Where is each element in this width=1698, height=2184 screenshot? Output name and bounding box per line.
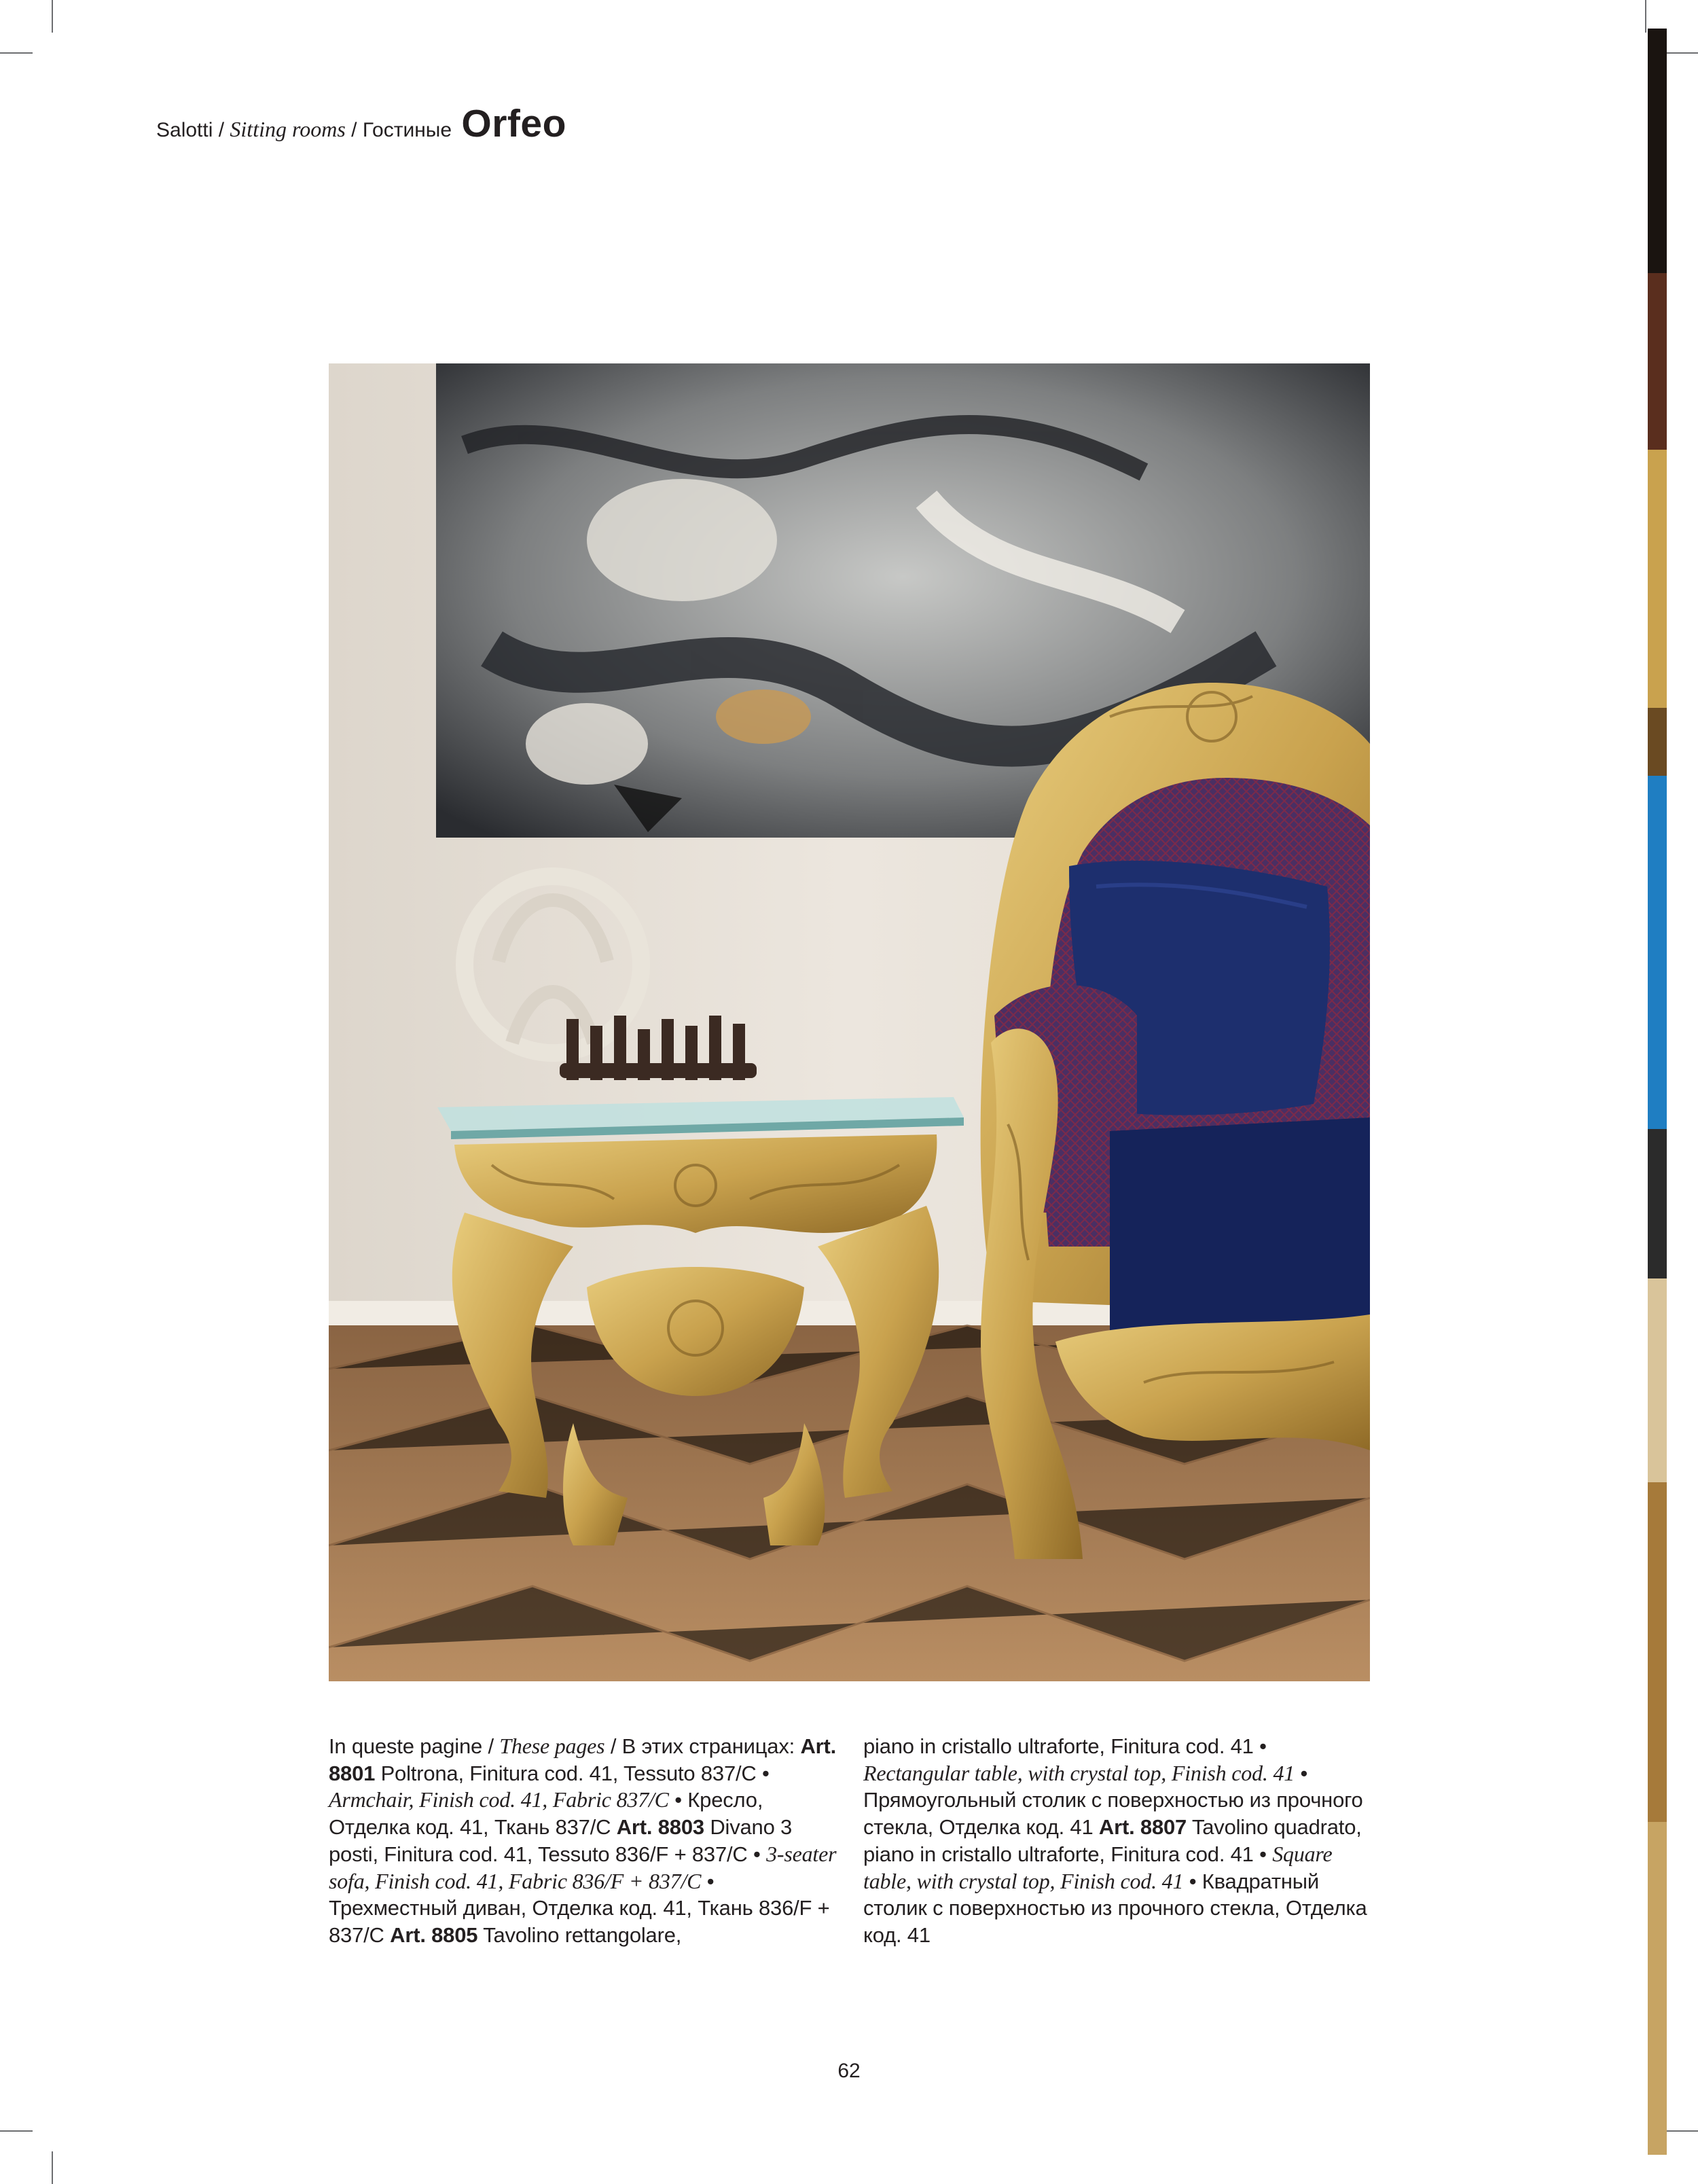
caption-text: piano in cristallo ultraforte, Finitura cod. 41 • <box>863 1734 1267 1758</box>
article-code: Art. 8807 <box>1098 1815 1187 1840</box>
crop-mark <box>1665 52 1698 54</box>
caption-text: Divano 3 posti, Finitura cod. 41, Tessuto 836/F + 837/C • <box>329 1815 793 1866</box>
caption-text-en: Square table, with crystal top, Finish cod. 41 <box>863 1841 1333 1893</box>
armchair <box>981 683 1370 1559</box>
caption-text: • Квадратный столик с поверхностью из прочного стекла, Отделка код. 41 <box>863 1869 1367 1947</box>
separator: / <box>345 119 363 141</box>
adjacent-page-edge <box>1648 29 1667 2155</box>
product-photo <box>329 363 1370 1681</box>
crop-mark <box>52 0 53 33</box>
caption-text: / В этих страницах: <box>604 1734 801 1758</box>
separator: / <box>213 119 230 141</box>
article-code: Art. 8805 <box>390 1922 478 1947</box>
caption-text: Tavolino rettangolare, <box>477 1922 682 1947</box>
crop-mark <box>52 2151 53 2184</box>
caption-text-en: Armchair, Finish cod. 41, Fabric 837/C <box>329 1787 669 1812</box>
page-header <box>156 101 566 154</box>
caption-text: • Трехместный диван, Отделка код. 41, Ткань 836/F + 837/C <box>329 1869 830 1947</box>
section-label-it: Salotti <box>156 119 213 141</box>
crop-mark <box>1645 0 1646 33</box>
caption-text: • Кресло, Отделка код. 41, Ткань 837/C <box>329 1788 763 1840</box>
caption-text-en: These pages <box>499 1734 605 1758</box>
caption-column-right <box>863 1733 1374 1949</box>
section-label-ru: Гостиные <box>362 119 452 141</box>
caption-text-en: 3-seater sofa, Finish cod. 41, Fabric 836/F + 837/C <box>329 1841 837 1893</box>
crop-mark <box>0 52 33 54</box>
caption-column-left <box>329 1733 839 1949</box>
caption-text-en: Rectangular table, with crystal top, Finish cod. 41 <box>863 1760 1295 1785</box>
caption-text: Poltrona, Finitura cod. 41, Tessuto 837/C • <box>375 1761 770 1785</box>
section-label-en: Sitting rooms <box>230 117 346 141</box>
caption-text: In queste pagine / <box>329 1734 500 1758</box>
article-code: Art. 8803 <box>616 1815 704 1840</box>
crop-mark <box>1665 2130 1698 2132</box>
article-code: Art. 8801 <box>329 1734 837 1785</box>
collection-title: Orfeo <box>461 102 566 145</box>
crop-mark <box>0 2130 33 2132</box>
page-number: 62 <box>837 2060 861 2082</box>
caption-text: • Прямоугольный столик с поверхностью из прочного стекла, Отделка код. 41 <box>863 1761 1363 1840</box>
caption-text: Tavolino quadrato, piano in cristallo ultraforte, Finitura cod. 41 • <box>863 1815 1362 1866</box>
